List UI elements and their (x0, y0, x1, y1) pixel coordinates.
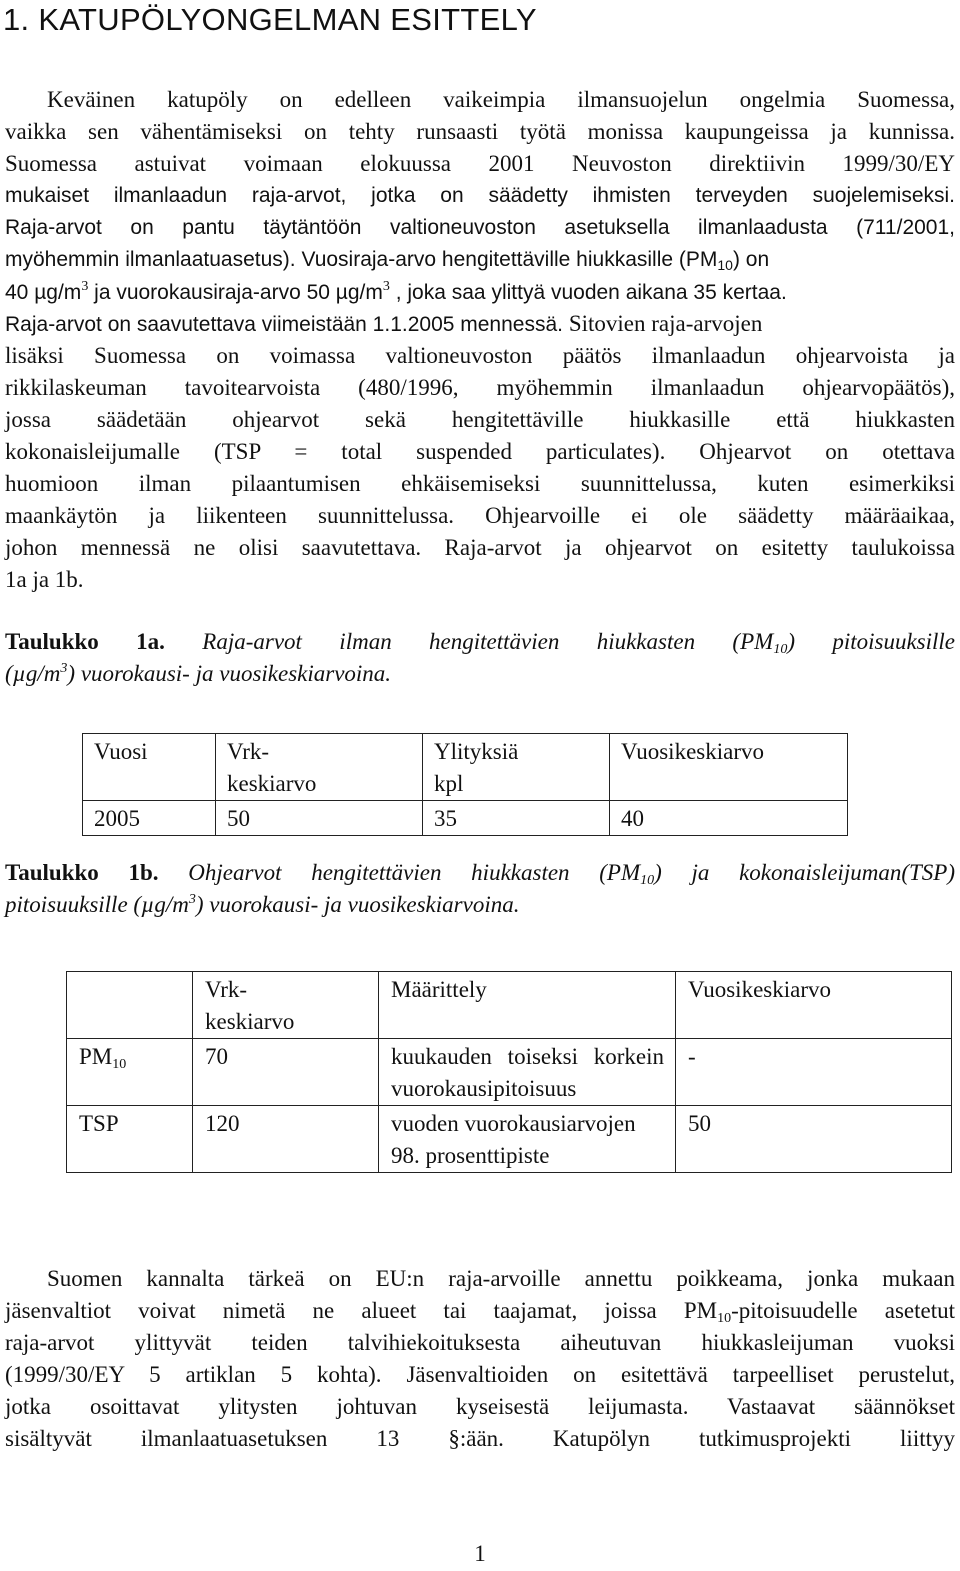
text-line: johon mennessä ne olisi saavutettava. Raja-arvot ja ohjearvot on esitetty taulukoissa (5, 535, 955, 560)
superscript: 3 (188, 892, 196, 907)
caption-text: pitoisuuksille (µg/m (5, 892, 189, 917)
caption-text: Ohjearvot hengitettävien hiukkasten (PM (188, 860, 641, 885)
table-cell: 50 (676, 1106, 952, 1173)
header-cell: Määrittely (379, 972, 676, 1039)
table-cell: 50 (216, 801, 423, 836)
subscript: 10 (717, 1311, 732, 1326)
table-cell (67, 1039, 193, 1106)
text-line: maankäytön ja liikenteen suunnittelussa. Ohjearvoille ei ole säädetty määräaikaa, (5, 503, 955, 528)
text-line: raja-arvot ylittyvät teiden talvihiekoituksesta aiheutuvan hiukkasleijuman vuoksi (5, 1330, 955, 1355)
table-cell: vuoden vuorokausiarvojen 98. prosenttipiste (379, 1106, 676, 1173)
section-heading: 1. KATUPÖLYONGELMAN ESITTELY (3, 2, 537, 37)
table-cell: 70 (193, 1039, 379, 1106)
subscript: 10 (640, 873, 655, 888)
table-header-row (67, 972, 952, 1039)
table-cell: 2005 (83, 801, 216, 836)
text-segment: -pitoisuudelle asetetut (731, 1298, 955, 1323)
table-cell: kuukauden toiseksi korkein vuorokausipitoisuus (379, 1039, 676, 1106)
text-segment: , joka saa ylittyä vuoden aikana 35 kertaa. (389, 281, 787, 304)
text-segment: Sitovien raja-arvojen (568, 311, 763, 336)
text-line (5, 308, 955, 340)
text-line: Keväinen katupöly on edelleen vaikeimpia ilmansuojelun ongelmia Suomessa, (47, 87, 955, 112)
table-1a-caption (5, 626, 955, 690)
caption-text: ) pitoisuuksille (787, 629, 955, 654)
table-cell: 40 (610, 801, 848, 836)
table-cell: - (676, 1039, 952, 1106)
text-segment: ja vuorokausiraja-arvo 50 µg/m (88, 281, 383, 304)
table-row (67, 1039, 952, 1106)
text-segment: ) on (732, 248, 770, 271)
header-cell: Vuosikeskiarvo (676, 972, 952, 1039)
text-line: jotka osoittavat ylitysten johtuvan kyseisestä leijumasta. Vastaavat säännökset (5, 1394, 955, 1419)
header-cell: Vuosikeskiarvo (610, 734, 848, 801)
text-segment: 40 µg/m (5, 281, 82, 304)
text-line: jossa säädetään ohjearvot sekä hengitettäville hiukkasille että hiukkasten (5, 407, 955, 432)
text-line: (1999/30/EY 5 artiklan 5 kohta). Jäsenvaltioiden on esitettävä tarpeelliset perustelut, (5, 1362, 955, 1387)
text-line: Raja-arvot on pantu täytäntöön valtioneuvoston asetuksella ilmanlaadusta (711/2001, (5, 216, 955, 239)
table-cell: TSP (67, 1106, 193, 1173)
superscript: 3 (60, 661, 68, 676)
subscript: 10 (773, 642, 788, 657)
header-cell: Vrk- keskiarvo (193, 972, 379, 1039)
caption-text: ) vuorokausi- ja vuosikeskiarvoina. (195, 892, 520, 917)
caption-line (5, 658, 955, 690)
text-line (5, 276, 955, 308)
caption-line (5, 626, 955, 658)
table-1b (66, 971, 952, 1173)
caption-label: Taulukko 1a. (5, 629, 165, 654)
text-segment: jäsenvaltiot voivat nimetä ne alueet tai taajamat, joissa PM (5, 1298, 718, 1323)
header-cell (67, 972, 193, 1039)
header-cell: Ylityksiä kpl (423, 734, 610, 801)
header-cell: Vrk- keskiarvo (216, 734, 423, 801)
text-segment: Raja-arvot on saavutettava viimeistään 1.1.2005 mennessä. (5, 313, 563, 336)
text-line (5, 244, 955, 276)
text-line: huomioon ilman pilaantumisen ehkäisemiseksi suunnittelussa, kuten esimerkiksi (5, 471, 955, 496)
table-cell: 35 (423, 801, 610, 836)
intro-paragraph (5, 84, 955, 596)
text-line: 1a ja 1b. (5, 567, 84, 592)
table-1a (82, 733, 848, 836)
caption-text: Raja-arvot ilman hengitettävien hiukkasten (PM (202, 629, 774, 654)
text-segment: myöhemmin ilmanlaatuasetus). (5, 248, 296, 271)
text-line: rikkilaskeuman tavoitearvoista (480/1996, myöhemmin ilmanlaadun ohjearvopäätös), (5, 375, 955, 400)
superscript: 3 (382, 279, 390, 294)
text-line: mukaiset ilmanlaadun raja-arvot, jotka on säädetty ihmisten terveyden suojelemiseksi. (5, 184, 955, 207)
text-line: lisäksi Suomessa on voimassa valtioneuvoston päätös ilmanlaadun ohjearvoista ja (5, 343, 955, 368)
text-line (5, 1295, 955, 1327)
caption-label: Taulukko 1b. (5, 860, 159, 885)
subscript: 10 (112, 1057, 127, 1072)
text-line: vaikka sen vähentämiseksi on tehty runsaasti työtä monissa kaupungeissa ja kunnissa. (5, 119, 955, 144)
header-cell: Vuosi (83, 734, 216, 801)
caption-text: (µg/m (5, 661, 61, 686)
subscript: 10 (717, 257, 733, 273)
text-line: Suomen kannalta tärkeä on EU:n raja-arvoille annettu poikkeama, jonka mukaan (47, 1266, 955, 1291)
table-cell: 120 (193, 1106, 379, 1173)
table-header-row (83, 734, 848, 801)
caption-text: ) vuorokausi- ja vuosikeskiarvoina. (67, 661, 392, 686)
text-line: sisältyvät ilmanlaatuasetuksen 13 §:ään. Katupölyn tutkimusprojekti liittyy (5, 1426, 955, 1451)
row-name: PM (79, 1044, 113, 1069)
caption-line (5, 889, 955, 921)
table-1b-caption (5, 857, 955, 921)
text-line: Suomessa astuivat voimaan elokuussa 2001 Neuvoston direktiivin 1999/30/EY (5, 151, 955, 176)
superscript: 3 (81, 279, 89, 294)
outro-paragraph (5, 1263, 955, 1455)
table-row (67, 1106, 952, 1173)
caption-text: ) ja kokonaisleijuman(TSP) (654, 860, 955, 885)
text-line: kokonaisleijumalle (TSP = total suspended particulates). Ohjearvot on otettava (5, 439, 955, 464)
table-row (83, 801, 848, 836)
page-number: 1 (474, 1541, 486, 1566)
text-segment: Vuosiraja-arvo hengitettäville hiukkasille (PM (301, 248, 718, 271)
caption-line (5, 857, 955, 889)
